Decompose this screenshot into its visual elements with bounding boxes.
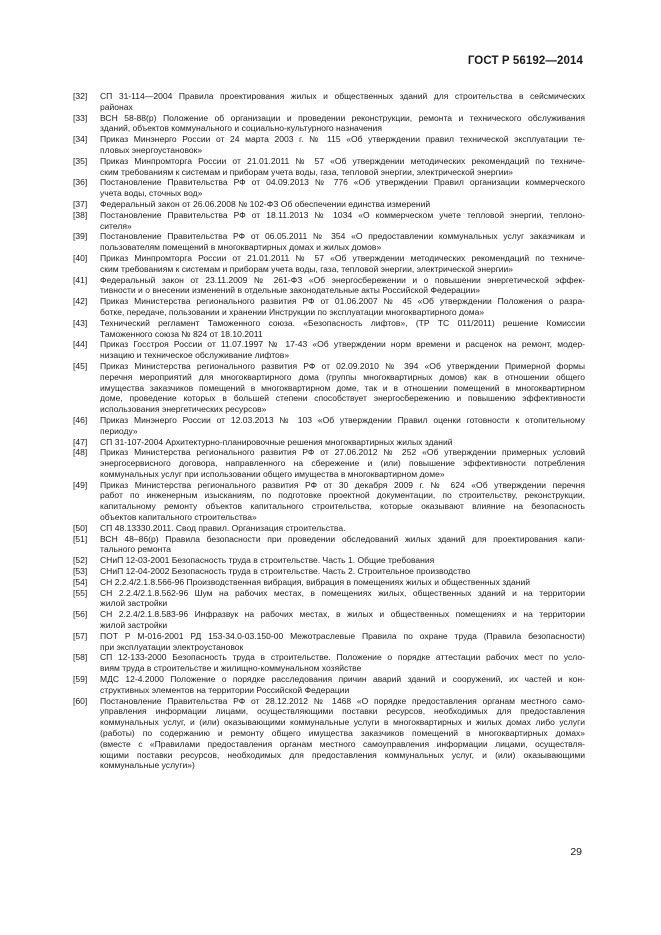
entry-text <box>100 113 585 135</box>
entry-text <box>100 199 585 210</box>
entry-number: [52] <box>73 555 88 566</box>
entry-text-line: СП 31-107-2004 Архитектурно-планировочные решения многоквартирных жилых зданий <box>100 436 453 447</box>
entry-number: [35] <box>73 155 88 166</box>
entry-number: [34] <box>73 134 88 145</box>
entry-number: [41] <box>73 274 88 285</box>
entry-text <box>100 91 585 113</box>
entry-text-line: коммунальные услуги») <box>100 760 195 771</box>
entry-text-line: СН 2.2.4/2.1.8.566-96 Производственная вибрация, вибрация в помещениях жилых и общественных зданий <box>100 576 531 587</box>
entry-number: [58] <box>73 652 88 663</box>
entry-text <box>100 339 585 361</box>
entry-text-line: тивности и о внесении изменений в отдельные законодательные акты Российской Федерации» <box>100 285 480 296</box>
entry-text-line: СНиП 12-04-2002 Безопасность труда в строительстве. Часть 2. Строительное производство <box>100 566 471 577</box>
entry-text-line: ским требованиям к системам и приборам учета воды, газа, тепловой энергии, электрической энергии» <box>100 166 514 177</box>
entry-text-line: Таможенного союза № 824 от 18.10.2011 <box>100 328 263 339</box>
bibliography-entry <box>73 318 585 340</box>
entry-text-line: работ по инженерным изысканиям, по подготовке проектной документации, по строительству, реконструкции, <box>100 490 585 501</box>
entry-number: [50] <box>73 522 88 533</box>
entry-text-line: структивных элементов на территории Российской Федерации <box>100 684 350 695</box>
entry-text <box>100 566 585 577</box>
entry-text <box>100 415 585 437</box>
bibliography-entry <box>73 415 585 437</box>
entry-number: [42] <box>73 296 88 307</box>
entry-text <box>100 555 585 566</box>
bibliography-entry <box>73 523 585 534</box>
entry-text-line: СП 12-133-2000 Безопасность труда в строительстве. Положение о порядке аттестации рабочих мест по усло- <box>100 652 585 663</box>
bibliography-entry <box>73 437 585 448</box>
entry-text-line: пловых энергоустановок» <box>100 144 203 155</box>
entry-text <box>100 523 585 534</box>
entry-text <box>100 696 585 772</box>
entry-text <box>100 480 585 523</box>
entry-number: [57] <box>73 630 88 641</box>
entry-text-line: Приказ Министерства регионального развития РФ от 27.06.2012 № 252 «Об утверждении примерных условий <box>100 447 585 458</box>
entry-text-line: жилой застройки <box>100 598 168 609</box>
entry-number: [33] <box>73 112 88 123</box>
entry-text-line: ВСН 58-88(р) Положение об организации и проведении реконструкции, ремонта и технического обслуживания <box>100 112 585 123</box>
entry-text-line: перечня мероприятий для многоквартирного дома (группы многоквартирных домов) как в отношении общего <box>100 371 585 382</box>
bibliography-entry <box>73 534 585 556</box>
entry-text <box>100 361 585 415</box>
document-header: ГОСТ Р 56192—2014 <box>467 55 583 67</box>
entry-number: [45] <box>73 360 88 371</box>
entry-text-line: МДС 12-4.2000 Положение о порядке расследования причин аварий зданий и сооружений, их частей и кон- <box>100 674 585 685</box>
entry-text-line: имущества заказчиков помещений в многоквартирном доме, так и в отношении помещений в многоквартирном <box>100 382 585 393</box>
bibliography-entry <box>73 199 585 210</box>
bibliography-entry <box>73 674 585 696</box>
entry-text-line: объектов капитального строительства» <box>100 512 257 523</box>
entry-text-line: управления информации лицами, осуществляющими поставки ресурсов, необходимых для предоставления <box>100 706 585 717</box>
entry-text-line: Федеральный закон от 23.11.2009 № 261-ФЗ «Об энергосбережении и о повышении энергетической эффек- <box>100 274 585 285</box>
entry-text-line: Постановление Правительства РФ от 18.11.2013 № 1034 «О коммерческом учете тепловой энергии, теплоно- <box>100 209 585 220</box>
entry-text <box>100 134 585 156</box>
entry-text <box>100 588 585 610</box>
entry-text-line: коммунальных услуг, и (или) оказывающими коммунальные услуги в многоквартирных и жилых домах либо услуги <box>100 717 585 728</box>
entry-text <box>100 609 585 631</box>
entry-text-line: СНиП 12-03-2001 Безопасность труда в строительстве. Часть 1. Общие требования <box>100 555 435 566</box>
entry-number: [54] <box>73 576 88 587</box>
entry-number: [39] <box>73 231 88 242</box>
entry-text <box>100 156 585 178</box>
entry-text-line: жилой застройки <box>100 620 168 631</box>
entry-text-line: Приказ Госстроя России от 11.07.1997 № 17-43 «Об утверждении норм времени и расценок на ремонт, модер- <box>100 339 585 350</box>
entry-number: [55] <box>73 587 88 598</box>
entry-text-line: тального ремонта <box>100 544 171 555</box>
entry-text-line: ющими поставки ресурсов, необходимых для предоставления коммунальных услуг, и (или) оказывающими <box>100 749 585 760</box>
bibliography-entry <box>73 696 585 772</box>
entry-text-line: ским требованиям к системам и приборам учета воды, газа, тепловой энергии, электрической энергии» <box>100 263 514 274</box>
entry-text-line: периоду» <box>100 425 138 436</box>
entry-text-line: Приказ Минэнерго России от 24 марта 2003 г. № 115 «Об утверждении правил технической эксплуатации те- <box>100 134 585 145</box>
entry-text-line: Приказ Минпромторга России от 21.01.2011 № 57 «Об утверждении методических рекомендаций по техниче- <box>100 252 585 263</box>
entry-number: [46] <box>73 414 88 425</box>
entry-text <box>100 447 585 479</box>
entry-text-line: виям труда в строительстве и жилищно-коммунальном хозяйстве <box>100 663 362 674</box>
entry-text-line: доме, проведение которых в большей степени способствует энергосбережению и повышению эффективности <box>100 393 585 404</box>
entry-number: [59] <box>73 674 88 685</box>
entry-text-line: Приказ Министерства регионального развития РФ от 30 декабря 2009 г. № 624 «Об утверждении перечня <box>100 479 585 490</box>
entry-number: [47] <box>73 436 88 447</box>
entry-text <box>100 210 585 232</box>
entry-text-line: зданий, объектов коммунального и социально-культурного назначения <box>100 123 382 134</box>
entry-text <box>100 631 585 653</box>
bibliography-entry <box>73 210 585 232</box>
entry-text-line: Технический регламент Таможенного союза. «Безопасность лифтов», (ТР ТС 011/2011) решение Комиссии <box>100 317 585 328</box>
entry-text-line: Постановление Правительства РФ от 04.09.2013 № 776 «Об утверждении Правил организации коммерческого <box>100 177 585 188</box>
entry-number: [60] <box>73 695 88 706</box>
bibliography-entry <box>73 566 585 577</box>
bibliography-entry <box>73 113 585 135</box>
entry-number: [49] <box>73 479 88 490</box>
bibliography-entry <box>73 555 585 566</box>
bibliography-entry <box>73 577 585 588</box>
entry-text-line: районах <box>100 101 133 112</box>
bibliography-entry <box>73 609 585 631</box>
entry-text <box>100 296 585 318</box>
bibliography-entry <box>73 91 585 113</box>
entry-text <box>100 177 585 199</box>
bibliography-entry <box>73 447 585 479</box>
bibliography-entry <box>73 339 585 361</box>
entry-text <box>100 674 585 696</box>
entry-text-line: СН 2.2.4/2.1.8.562-96 Шум на рабочих местах, в помещениях жилых, общественных зданий и на территории <box>100 587 585 598</box>
entry-number: [36] <box>73 177 88 188</box>
entry-text-line: Постановление Правительства РФ от 28.12.2012 № 1468 «О порядке предоставления органам местного само- <box>100 695 585 706</box>
bibliography-entry <box>73 253 585 275</box>
entry-text-line: Приказ Минпромторга России от 21.01.2011 № 57 «Об утверждении методических рекомендаций по техниче- <box>100 155 585 166</box>
entry-text-line: ВСН 48–86(р) Правила безопасности при проведении обследований жилых зданий для проектирования капи- <box>100 533 585 544</box>
entry-text-line: Федеральный закон от 26.06.2008 № 102-ФЗ Об обеспечении единства измерений <box>100 198 431 209</box>
entry-number: [44] <box>73 339 88 350</box>
entry-text <box>100 534 585 556</box>
bibliography-entry <box>73 296 585 318</box>
entry-number: [53] <box>73 566 88 577</box>
bibliography-entry <box>73 275 585 297</box>
bibliography-entry <box>73 631 585 653</box>
entry-text-line: Приказ Министерства регионального развития РФ от 02.09.2010 № 394 «Об утверждении Примерной формы <box>100 360 585 371</box>
entry-text-line: СН 2.2.4/2.1.8.583-96 Инфразвук на рабочих местах, в жилых и общественных помещениях и на территории <box>100 609 585 620</box>
entry-number: [38] <box>73 209 88 220</box>
entry-text <box>100 275 585 297</box>
entry-number: [32] <box>73 91 88 101</box>
entry-number: [43] <box>73 317 88 328</box>
entry-text-line: Приказ Минэнерго России от 12.03.2013 № 103 «Об утверждении Правил оценки готовности к отопительному <box>100 414 585 425</box>
bibliography-entry <box>73 361 585 415</box>
entry-text <box>100 231 585 253</box>
entry-text-line: при эксплуатации электроустановок <box>100 641 244 652</box>
entry-text-line: СП 48.13330.2011. Свод правил. Организация строительства. <box>100 522 346 533</box>
bibliography-entry <box>73 588 585 610</box>
entry-text-line: Приказ Министерства регионального развития РФ от 01.06.2007 № 45 «Об утверждении Положения о разра- <box>100 296 585 307</box>
entry-text-line: коммунальных услуг при использовании общего имущества в многоквартирном доме» <box>100 468 445 479</box>
bibliography-entry <box>73 177 585 199</box>
bibliography-entry <box>73 480 585 523</box>
entry-text <box>100 437 585 448</box>
entry-text <box>100 253 585 275</box>
entry-number: [48] <box>73 447 88 458</box>
entry-number: [37] <box>73 198 88 209</box>
entry-text-line: СП 31-114—2004 Правила проектирования жилых и общественных зданий для строительства в сейсмических <box>100 91 585 101</box>
entry-text-line: капитальному ремонту объектов капитального строительства, которые оказывают влияние на безопасность <box>100 501 585 512</box>
bibliography-entry <box>73 231 585 253</box>
entry-text-line: энергосервисного договора, направленного на сбережение и (или) повышение эффективности потребления <box>100 458 585 469</box>
bibliography-entry <box>73 134 585 156</box>
entry-text-line: использования энергетических ресурсов» <box>100 404 267 415</box>
entry-text <box>100 652 585 674</box>
entry-text-line: низацию и техническое обслуживание лифтов» <box>100 350 290 361</box>
bibliography-entry <box>73 156 585 178</box>
page-number: 29 <box>570 846 582 858</box>
entry-text-line: пользователям помещений в многоквартирных домах и жилых домов» <box>100 242 382 253</box>
entry-number: [40] <box>73 252 88 263</box>
entry-number: [56] <box>73 609 88 620</box>
entry-text-line: ботке, передаче, пользовании и хранении Инструкции по эксплуатации многоквартирного дома» <box>100 306 485 317</box>
entry-number: [51] <box>73 533 88 544</box>
entry-text <box>100 318 585 340</box>
entry-text-line: учета воды, сточных вод» <box>100 188 203 199</box>
entry-text-line: сителя» <box>100 220 132 231</box>
bibliography-entry <box>73 652 585 674</box>
bibliography-list <box>73 91 585 771</box>
entry-text-line: ПОТ Р М-016-2001 РД 153-34.0-03.150-00 Межотраслевые Правила по охране труда (Правила безопасности) <box>100 630 585 641</box>
entry-text-line: (вместе с «Правилами предоставления органам местного самоуправления информации лицами, осуществля- <box>100 738 585 749</box>
entry-text-line: (работы) по содержанию и ремонту общего имущества заказчиков помещений в многоквартирных домах» <box>100 728 585 739</box>
entry-text <box>100 577 585 588</box>
entry-text-line: Постановление Правительства РФ от 06.05.2011 № 354 «О предоставлении коммунальных услуг заказчикам и <box>100 231 585 242</box>
